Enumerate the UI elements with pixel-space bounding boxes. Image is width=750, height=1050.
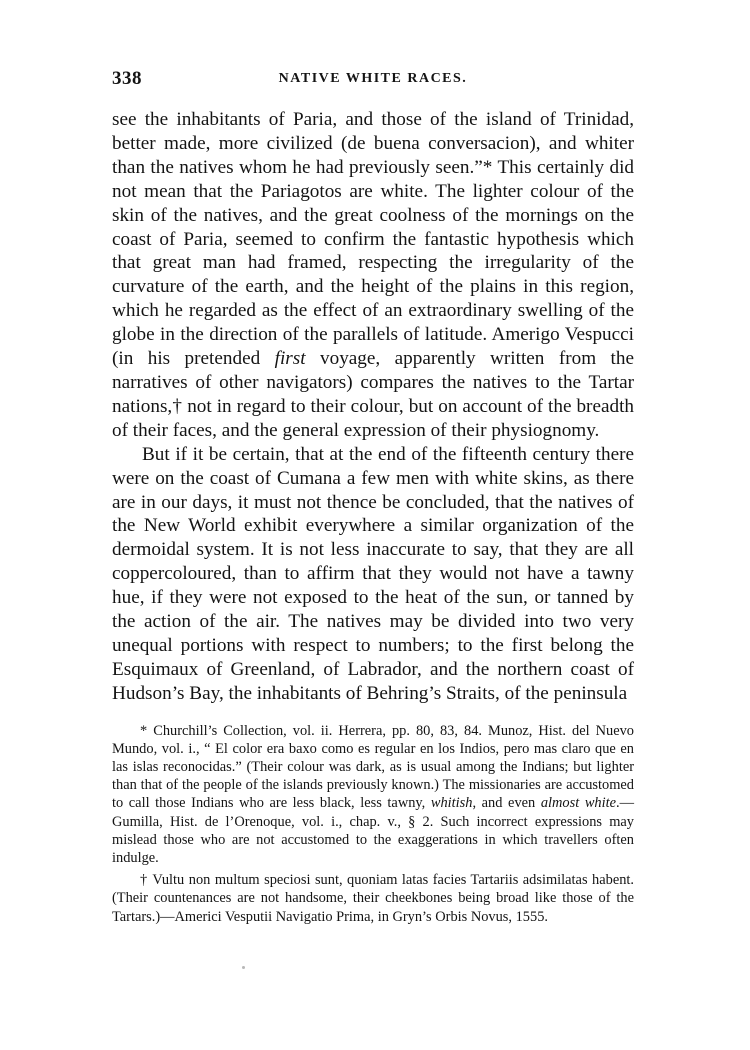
footnote-1-text-a: * Churchill’s Collection, vol. ii. Herrera, pp. 80, 83, 84. Munoz, Hist. del Nuevo Mundo, vol. i., “ El color era baxo como es regular en los Indios, pero mas claro que en las islas reconocidas.” (Their colour was dark, as is usual among the Indians; but lighter than that of the people of the islands previously known.) The missionaries are accustomed to call those Indians who are less black, less tawny, bbox=[112, 722, 634, 812]
footnote-asterisk bbox=[112, 722, 634, 868]
footnotes bbox=[112, 722, 634, 926]
paragraph-2: But if it be certain, that at the end of the fifteenth century there were on the coast of Cumana a few men with white skins, as there are in our days, it must not thence be concluded, that the natives of the New World exhibit everywhere a similar organization of the dermoidal system. It is not less inaccurate to say, that they are all coppercoloured, than to affirm that they would not have a tawny hue, if they were not exposed to the heat of the sun, or tanned by the action of the air. The natives may be divided into two very unequal portions with respect to numbers; to the first belong the Esquimaux of Greenland, of Labrador, and the northern coast of Hudson’s Bay, the inhabitants of Behring’s Straits, of the peninsula bbox=[112, 443, 634, 704]
paper-speck bbox=[242, 966, 245, 969]
paragraph-1-text-b: voyage, apparently written from the narratives of other navigators) compares the natives to the Tartar nations,† not in regard to their colour, but on account of the breadth of their faces, and the general expression of their physiognomy. bbox=[112, 348, 634, 441]
paragraph-1-text-a: see the inhabitants of Paria, and those of the island of Trinidad, better made, more civilized (de buena conversacion), and whiter than the natives whom he had previously seen.”* This certainly did not mean that the Pariagotos are white. The lighter colour of the skin of the natives, and the great coolness of the mornings on the coast of Paria, seemed to confirm the fantastic hypothesis which that great man had framed, respecting the irregularity of the curvature of the earth, and the height of the plains in this region, which he regarded as the effect of an extraordinary swelling of the globe in the direction of the parallels of latitude. Amerigo Vespucci (in his pretended bbox=[112, 109, 634, 370]
paragraph-1-italic: first bbox=[274, 348, 306, 370]
page-number: 338 bbox=[112, 68, 142, 89]
footnote-1-text-c: .—Gumilla, Hist. de l’Orenoque, vol. i., chap. v., § 2. Such incorrect expressions may mislead those who are not accustomed to the exaggerations in which travellers often indulge. bbox=[112, 795, 634, 867]
footnote-dagger: † Vultu non multum speciosi sunt, quoniam latas facies Tartariis adsimilatas habent. (Their countenances are not handsome, their cheekbones being broad like those of the Tartars.)—Americi Vesputii Navigatio Prima, in Gryn’s Orbis Novus, 1555. bbox=[112, 872, 634, 925]
body-text bbox=[112, 108, 634, 706]
running-head bbox=[112, 68, 634, 96]
book-page bbox=[112, 68, 634, 926]
footnote-1-text-b: , and even bbox=[472, 795, 541, 812]
running-title: NATIVE WHITE RACES. bbox=[278, 71, 468, 86]
footnote-1-italic-b: almost white bbox=[540, 795, 616, 812]
paragraph-continued bbox=[112, 108, 634, 443]
footnote-1-italic-a: whitish bbox=[430, 795, 473, 812]
